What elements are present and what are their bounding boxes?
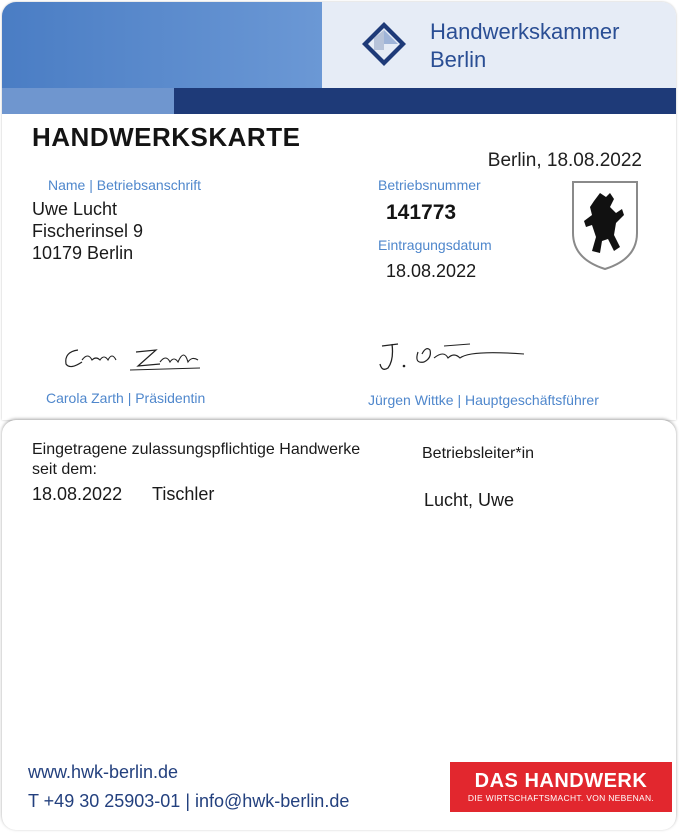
signature-juergen-wittke	[374, 336, 534, 376]
holder-name: Uwe Lucht	[32, 199, 118, 219]
trade-date: 18.08.2022	[32, 484, 123, 504]
chamber-name-line1: Handwerkskammer	[430, 19, 620, 44]
brand-slogan: DIE WIRTSCHAFTSMACHT. VON NEBENAN.	[467, 793, 655, 803]
trades-heading	[32, 440, 360, 480]
trades-heading-line1: Eingetragene zulassungspflichtige Handwerke	[32, 441, 361, 458]
brand-title: DAS HANDWERK	[474, 770, 648, 792]
entry-date-label: Eintragungsdatum	[378, 237, 492, 253]
signer-president: Carola Zarth | Präsidentin	[46, 390, 206, 406]
light-stripe-segment	[2, 88, 174, 114]
business-number-label: Betriebsnummer	[378, 177, 481, 193]
place-and-date: Berlin, 18.08.2022	[487, 150, 642, 171]
document-title: HANDWERKSKARTE	[32, 122, 301, 152]
das-handwerk-logo	[450, 762, 672, 812]
contact-separator: |	[185, 791, 195, 811]
trades-heading-line2: seit dem:	[32, 461, 97, 478]
website-link[interactable]: www.hwk-berlin.de	[28, 762, 179, 782]
manager-label: Betriebsleiter*in	[422, 445, 535, 462]
chamber-logo-icon	[360, 20, 408, 68]
name-address-label: Name | Betriebsanschrift	[48, 177, 202, 193]
handwerkskarte-front	[2, 2, 676, 420]
business-number: 141773	[386, 201, 457, 224]
holder-city: 10179 Berlin	[32, 243, 134, 263]
contact-line	[28, 791, 349, 812]
holder-street: Fischerinsel 9	[32, 221, 144, 241]
chamber-name	[430, 18, 620, 74]
chamber-name-line2: Berlin	[430, 47, 487, 72]
manager-name: Lucht, Uwe	[424, 490, 515, 510]
signer-managing-director: Jürgen Wittke | Hauptgeschäftsführer	[368, 392, 599, 408]
banner-left	[2, 2, 322, 88]
berlin-bear-crest-icon	[570, 179, 640, 271]
phone-number[interactable]: T +49 30 25903-01	[28, 791, 181, 811]
signature-carola-zarth	[60, 338, 210, 374]
entry-date: 18.08.2022	[386, 261, 477, 281]
email-link[interactable]: info@hwk-berlin.de	[195, 791, 350, 811]
trade-name: Tischler	[152, 484, 215, 504]
